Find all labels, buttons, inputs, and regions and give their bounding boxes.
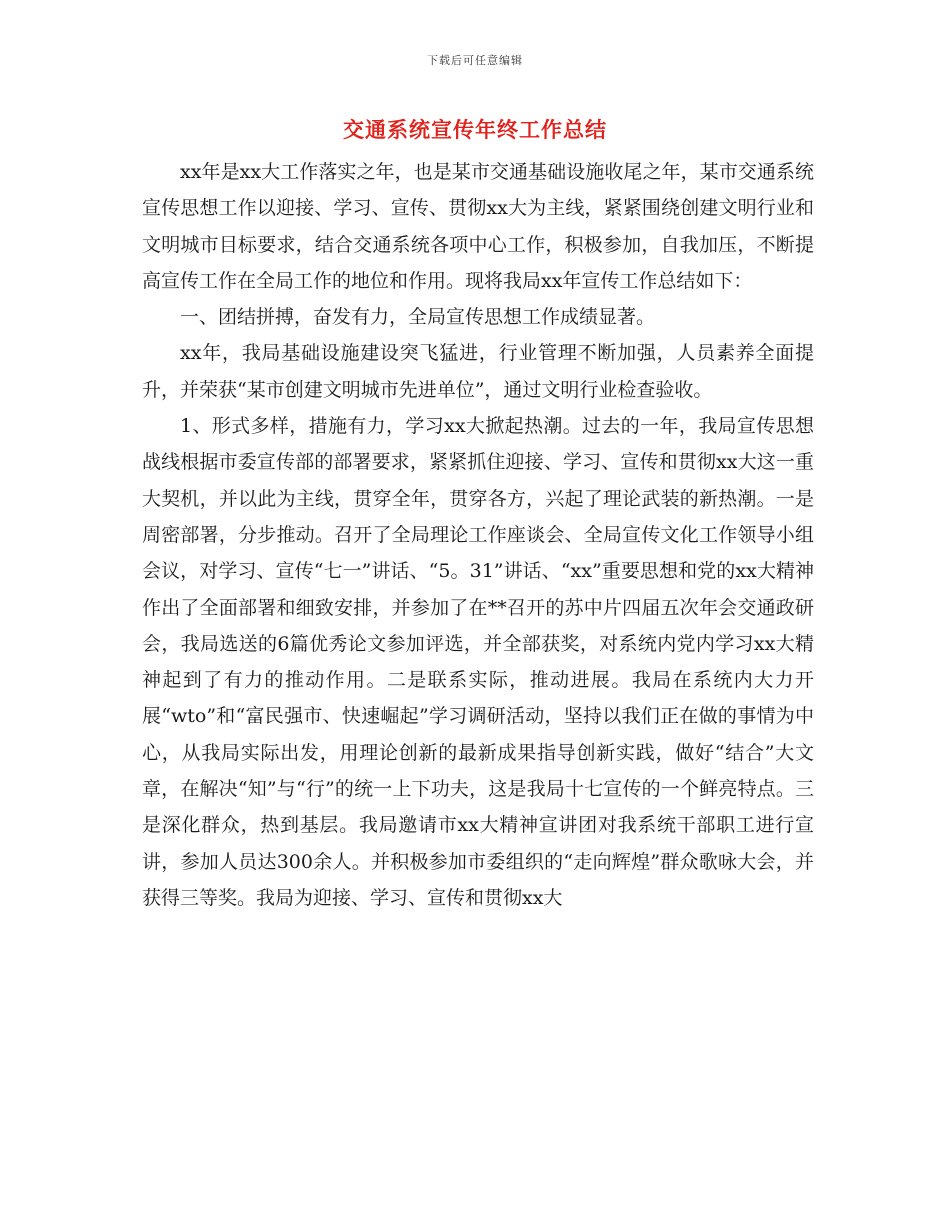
paragraph-item-1: 1、形式多样，措施有力，学习xx大掀起热潮。过去的一年，我局宣传思想战线根据市委宣传部的部署要求，紧紧抓住迎接、学习、宣传和贯彻xx大这一重大契机，并以此为主线，贯穿全年，贯穿各方，兴起了理论武装的新热潮。一是周密部署，分步推动。召开了全局理论工作座谈会、全局宣传文化工作领导小组会议，对学习、宣传“七一”讲话、“5。31”讲话、“xx”重要思想和党的xx大精神作出了全面部署和细致安排，并参加了在**召开的苏中片四届五次年会交通政研会，我局选送的6篇优秀论文参加评选，并全部获奖，对系统内党内学习xx大精神起到了有力的推动作用。二是联系实际，推动进展。我局在系统内大力开展“wto”和“富民强市、快速崛起”学习调研活动，坚持以我们正在做的事情为中心，从我局实际出发，用理论创新的最新成果指导创新实践，做好“结合”大文章，在解决“知”与“行”的统一上下功夫，这是我局十七宣传的一个鲜亮特点。三是深化群众，热到基层。我局邀请市xx大精神宣讲团对我系统干部职工进行宣讲，参加人员达300余人。并积极参加市委组织的“走向辉煌”群众歌咏大会，并获得三等奖。我局为迎接、学习、宣传和贯彻xx大 — [142, 415, 814, 909]
header-note: 下载后可任意编辑 — [427, 54, 523, 67]
paragraph-intro: xx年是xx大工作落实之年，也是某市交通基础设施收尾之年，某市交通系统宣传思想工作以迎接、学习、宣传、贯彻xx大为主线，紧紧围绕创建文明行业和文明城市目标要求，结合交通系统各项中心工作，积极参加，自我加压，不断提高宣传工作在全局工作的地位和作用。现将我局xx年宣传工作总结如下： — [142, 161, 814, 292]
paragraph-achievements: xx年，我局基础设施建设突飞猛进，行业管理不断加强，人员素养全面提升，并荣获“某市创建文明城市先进单位”，通过文明行业检查验收。 — [142, 342, 814, 401]
paragraph-section-heading: 一、团结拼搏，奋发有力，全局宣传思想工作成绩显著。 — [180, 306, 656, 329]
document-title: 交通系统宣传年终工作总结 — [343, 117, 607, 142]
document-body — [142, 154, 814, 916]
